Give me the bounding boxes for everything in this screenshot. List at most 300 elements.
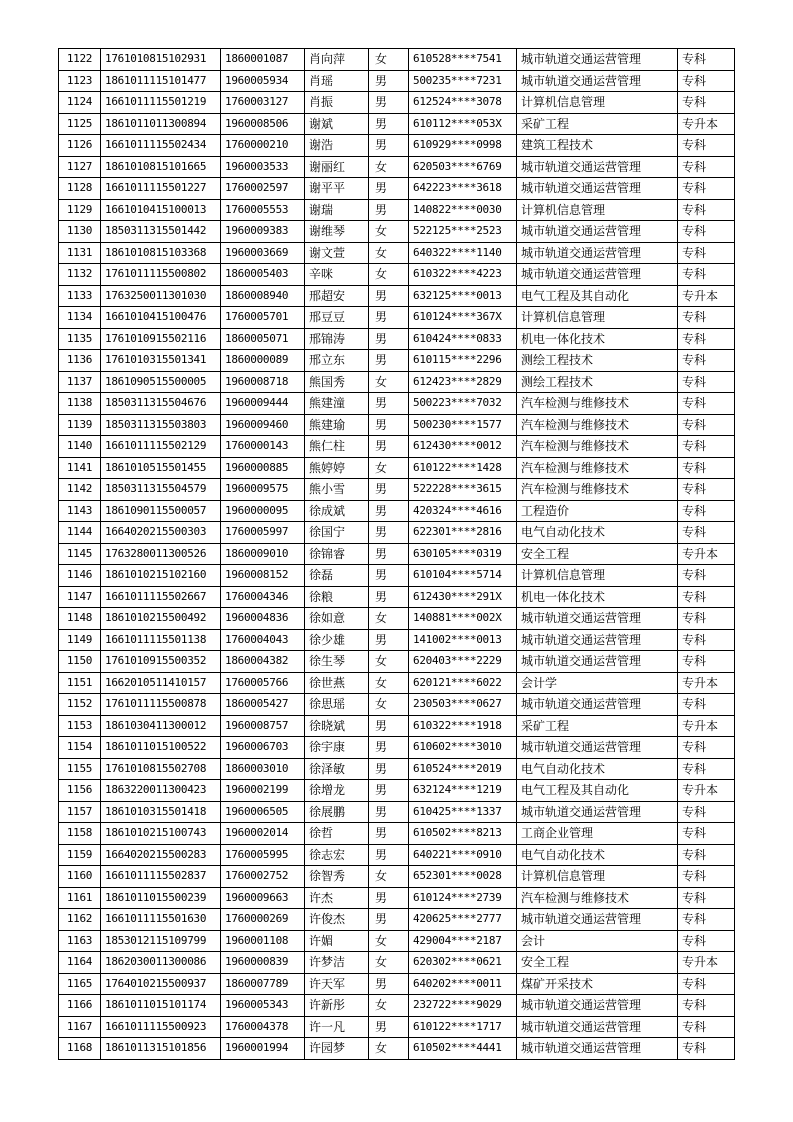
id-card-cell: 522228****3615 <box>409 479 517 501</box>
row-number-cell: 1130 <box>59 221 101 243</box>
name-cell: 许媚 <box>305 930 369 952</box>
name-cell: 谢斌 <box>305 113 369 135</box>
row-number-cell: 1129 <box>59 199 101 221</box>
id-card-cell: 622301****2816 <box>409 522 517 544</box>
level-cell: 专科 <box>678 694 735 716</box>
row-number-cell: 1145 <box>59 543 101 565</box>
level-cell: 专科 <box>678 328 735 350</box>
student-id-cell: 1960009663 <box>221 887 305 909</box>
table-row <box>59 285 735 307</box>
id-card-cell: 610425****1337 <box>409 801 517 823</box>
table-row <box>59 500 735 522</box>
student-id-cell: 1960008718 <box>221 371 305 393</box>
name-cell: 邢豆豆 <box>305 307 369 329</box>
row-number-cell: 1153 <box>59 715 101 737</box>
id-card-cell: 610122****1428 <box>409 457 517 479</box>
level-cell: 专科 <box>678 92 735 114</box>
name-cell: 徐磊 <box>305 565 369 587</box>
gender-cell: 男 <box>369 436 409 458</box>
level-cell: 专科 <box>678 393 735 415</box>
table-row <box>59 199 735 221</box>
name-cell: 徐成斌 <box>305 500 369 522</box>
major-cell: 机电一体化技术 <box>517 586 678 608</box>
level-cell: 专科 <box>678 135 735 157</box>
name-cell: 辛咪 <box>305 264 369 286</box>
table-row <box>59 307 735 329</box>
id-card-cell: 642223****3618 <box>409 178 517 200</box>
table-row <box>59 436 735 458</box>
student-id-cell: 1760005553 <box>221 199 305 221</box>
gender-cell: 男 <box>369 737 409 759</box>
name-cell: 许一凡 <box>305 1016 369 1038</box>
gender-cell: 男 <box>369 629 409 651</box>
id-card-cell: 500223****7032 <box>409 393 517 415</box>
id-card-cell: 632125****0013 <box>409 285 517 307</box>
table-row <box>59 565 735 587</box>
gender-cell: 男 <box>369 780 409 802</box>
student-id-cell: 1760005997 <box>221 522 305 544</box>
table-row <box>59 844 735 866</box>
row-number-cell: 1144 <box>59 522 101 544</box>
id-card-cell: 640221****0910 <box>409 844 517 866</box>
level-cell: 专科 <box>678 866 735 888</box>
major-cell: 城市轨道交通运营管理 <box>517 49 678 71</box>
exam-number-cell: 1661011115500923 <box>101 1016 221 1038</box>
row-number-cell: 1139 <box>59 414 101 436</box>
table-row <box>59 479 735 501</box>
id-card-cell: 632124****1219 <box>409 780 517 802</box>
exam-number-cell: 1661011115502837 <box>101 866 221 888</box>
gender-cell: 女 <box>369 221 409 243</box>
id-card-cell: 232722****9029 <box>409 995 517 1017</box>
gender-cell: 男 <box>369 479 409 501</box>
major-cell: 建筑工程技术 <box>517 135 678 157</box>
table-row <box>59 242 735 264</box>
row-number-cell: 1132 <box>59 264 101 286</box>
id-card-cell: 610104****5714 <box>409 565 517 587</box>
student-id-cell: 1860009010 <box>221 543 305 565</box>
exam-number-cell: 1861011315101856 <box>101 1038 221 1060</box>
student-id-cell: 1760005766 <box>221 672 305 694</box>
gender-cell: 女 <box>369 49 409 71</box>
level-cell: 专科 <box>678 49 735 71</box>
row-number-cell: 1162 <box>59 909 101 931</box>
major-cell: 电气工程及其自动化 <box>517 780 678 802</box>
major-cell: 计算机信息管理 <box>517 199 678 221</box>
gender-cell: 男 <box>369 801 409 823</box>
row-number-cell: 1156 <box>59 780 101 802</box>
name-cell: 谢维琴 <box>305 221 369 243</box>
gender-cell: 女 <box>369 930 409 952</box>
level-cell: 专科 <box>678 758 735 780</box>
student-id-cell: 1760002597 <box>221 178 305 200</box>
id-card-cell: 140881****002X <box>409 608 517 630</box>
table-row <box>59 49 735 71</box>
major-cell: 电气工程及其自动化 <box>517 285 678 307</box>
row-number-cell: 1163 <box>59 930 101 952</box>
exam-number-cell: 1761010315501341 <box>101 350 221 372</box>
level-cell: 专科 <box>678 242 735 264</box>
name-cell: 谢浩 <box>305 135 369 157</box>
row-number-cell: 1150 <box>59 651 101 673</box>
table-row <box>59 780 735 802</box>
exam-number-cell: 1761010815102931 <box>101 49 221 71</box>
exam-number-cell: 1761010915502116 <box>101 328 221 350</box>
level-cell: 专升本 <box>678 715 735 737</box>
student-id-cell: 1960000885 <box>221 457 305 479</box>
row-number-cell: 1161 <box>59 887 101 909</box>
student-id-cell: 1960000095 <box>221 500 305 522</box>
exam-number-cell: 1861011115101477 <box>101 70 221 92</box>
id-card-cell: 610929****0998 <box>409 135 517 157</box>
table-row <box>59 522 735 544</box>
major-cell: 城市轨道交通运营管理 <box>517 629 678 651</box>
gender-cell: 女 <box>369 242 409 264</box>
major-cell: 城市轨道交通运营管理 <box>517 156 678 178</box>
exam-number-cell: 1861090115500057 <box>101 500 221 522</box>
major-cell: 汽车检测与维修技术 <box>517 457 678 479</box>
gender-cell: 男 <box>369 715 409 737</box>
exam-number-cell: 1763280011300526 <box>101 543 221 565</box>
id-card-cell: 620503****6769 <box>409 156 517 178</box>
table-row <box>59 758 735 780</box>
student-id-cell: 1960008506 <box>221 113 305 135</box>
name-cell: 徐泽敏 <box>305 758 369 780</box>
row-number-cell: 1159 <box>59 844 101 866</box>
id-card-cell: 620403****2229 <box>409 651 517 673</box>
exam-number-cell: 1761010815502708 <box>101 758 221 780</box>
level-cell: 专升本 <box>678 952 735 974</box>
roster-body <box>59 49 735 1060</box>
table-row <box>59 1016 735 1038</box>
table-row <box>59 801 735 823</box>
exam-number-cell: 1853012115109799 <box>101 930 221 952</box>
id-card-cell: 610112****053X <box>409 113 517 135</box>
name-cell: 熊建瑜 <box>305 414 369 436</box>
name-cell: 许园梦 <box>305 1038 369 1060</box>
gender-cell: 男 <box>369 135 409 157</box>
table-row <box>59 371 735 393</box>
major-cell: 计算机信息管理 <box>517 92 678 114</box>
name-cell: 徐晓斌 <box>305 715 369 737</box>
gender-cell: 男 <box>369 844 409 866</box>
student-id-cell: 1960002199 <box>221 780 305 802</box>
gender-cell: 男 <box>369 500 409 522</box>
name-cell: 徐展鹏 <box>305 801 369 823</box>
major-cell: 采矿工程 <box>517 113 678 135</box>
gender-cell: 女 <box>369 1038 409 1060</box>
row-number-cell: 1160 <box>59 866 101 888</box>
exam-number-cell: 1861090515500005 <box>101 371 221 393</box>
table-row <box>59 178 735 200</box>
name-cell: 徐国宁 <box>305 522 369 544</box>
gender-cell: 男 <box>369 92 409 114</box>
row-number-cell: 1165 <box>59 973 101 995</box>
level-cell: 专科 <box>678 1038 735 1060</box>
level-cell: 专科 <box>678 178 735 200</box>
id-card-cell: 612524****3078 <box>409 92 517 114</box>
gender-cell: 男 <box>369 586 409 608</box>
gender-cell: 男 <box>369 328 409 350</box>
name-cell: 徐少雄 <box>305 629 369 651</box>
major-cell: 测绘工程技术 <box>517 371 678 393</box>
gender-cell: 男 <box>369 199 409 221</box>
level-cell: 专升本 <box>678 285 735 307</box>
id-card-cell: 140822****0030 <box>409 199 517 221</box>
level-cell: 专科 <box>678 522 735 544</box>
gender-cell: 男 <box>369 543 409 565</box>
row-number-cell: 1128 <box>59 178 101 200</box>
level-cell: 专科 <box>678 436 735 458</box>
table-row <box>59 715 735 737</box>
id-card-cell: 610502****4441 <box>409 1038 517 1060</box>
name-cell: 许梦洁 <box>305 952 369 974</box>
name-cell: 谢丽红 <box>305 156 369 178</box>
table-row <box>59 543 735 565</box>
major-cell: 计算机信息管理 <box>517 307 678 329</box>
student-id-cell: 1960006703 <box>221 737 305 759</box>
student-id-cell: 1860001087 <box>221 49 305 71</box>
student-id-cell: 1860008940 <box>221 285 305 307</box>
id-card-cell: 620302****0621 <box>409 952 517 974</box>
table-row <box>59 457 735 479</box>
gender-cell: 男 <box>369 973 409 995</box>
id-card-cell: 429004****2187 <box>409 930 517 952</box>
student-id-cell: 1960001108 <box>221 930 305 952</box>
name-cell: 肖振 <box>305 92 369 114</box>
table-row <box>59 92 735 114</box>
id-card-cell: 620121****6022 <box>409 672 517 694</box>
exam-number-cell: 1661010415100013 <box>101 199 221 221</box>
row-number-cell: 1158 <box>59 823 101 845</box>
major-cell: 机电一体化技术 <box>517 328 678 350</box>
id-card-cell: 420324****4616 <box>409 500 517 522</box>
row-number-cell: 1127 <box>59 156 101 178</box>
id-card-cell: 610322****1918 <box>409 715 517 737</box>
major-cell: 城市轨道交通运营管理 <box>517 909 678 931</box>
gender-cell: 男 <box>369 758 409 780</box>
major-cell: 城市轨道交通运营管理 <box>517 995 678 1017</box>
major-cell: 城市轨道交通运营管理 <box>517 1016 678 1038</box>
table-row <box>59 135 735 157</box>
level-cell: 专科 <box>678 1016 735 1038</box>
major-cell: 汽车检测与维修技术 <box>517 393 678 415</box>
level-cell: 专科 <box>678 995 735 1017</box>
major-cell: 城市轨道交通运营管理 <box>517 608 678 630</box>
major-cell: 煤矿开采技术 <box>517 973 678 995</box>
major-cell: 城市轨道交通运营管理 <box>517 242 678 264</box>
exam-number-cell: 1861010215102160 <box>101 565 221 587</box>
row-number-cell: 1148 <box>59 608 101 630</box>
gender-cell: 女 <box>369 672 409 694</box>
exam-number-cell: 1862030011300086 <box>101 952 221 974</box>
row-number-cell: 1135 <box>59 328 101 350</box>
student-id-cell: 1760004346 <box>221 586 305 608</box>
gender-cell: 男 <box>369 285 409 307</box>
exam-number-cell: 1764010215500937 <box>101 973 221 995</box>
name-cell: 许新彤 <box>305 995 369 1017</box>
exam-number-cell: 1861010315501418 <box>101 801 221 823</box>
exam-number-cell: 1850311315504579 <box>101 479 221 501</box>
major-cell: 汽车检测与维修技术 <box>517 414 678 436</box>
id-card-cell: 612423****2829 <box>409 371 517 393</box>
level-cell: 专升本 <box>678 543 735 565</box>
level-cell: 专升本 <box>678 113 735 135</box>
name-cell: 肖向萍 <box>305 49 369 71</box>
row-number-cell: 1138 <box>59 393 101 415</box>
row-number-cell: 1154 <box>59 737 101 759</box>
name-cell: 徐锦睿 <box>305 543 369 565</box>
student-id-cell: 1860003010 <box>221 758 305 780</box>
student-id-cell: 1960001994 <box>221 1038 305 1060</box>
table-row <box>59 113 735 135</box>
major-cell: 汽车检测与维修技术 <box>517 436 678 458</box>
student-id-cell: 1860005403 <box>221 264 305 286</box>
name-cell: 徐如意 <box>305 608 369 630</box>
student-id-cell: 1760004378 <box>221 1016 305 1038</box>
exam-number-cell: 1850311315504676 <box>101 393 221 415</box>
name-cell: 许俊杰 <box>305 909 369 931</box>
name-cell: 徐增龙 <box>305 780 369 802</box>
level-cell: 专升本 <box>678 780 735 802</box>
gender-cell: 女 <box>369 156 409 178</box>
exam-number-cell: 1661010415100476 <box>101 307 221 329</box>
gender-cell: 男 <box>369 350 409 372</box>
row-number-cell: 1166 <box>59 995 101 1017</box>
major-cell: 城市轨道交通运营管理 <box>517 801 678 823</box>
gender-cell: 男 <box>369 823 409 845</box>
level-cell: 专科 <box>678 887 735 909</box>
student-id-cell: 1860007789 <box>221 973 305 995</box>
gender-cell: 女 <box>369 995 409 1017</box>
id-card-cell: 420625****2777 <box>409 909 517 931</box>
level-cell: 专科 <box>678 307 735 329</box>
id-card-cell: 500235****7231 <box>409 70 517 92</box>
student-id-cell: 1960006505 <box>221 801 305 823</box>
level-cell: 专科 <box>678 156 735 178</box>
table-row <box>59 973 735 995</box>
id-card-cell: 612430****291X <box>409 586 517 608</box>
row-number-cell: 1136 <box>59 350 101 372</box>
exam-number-cell: 1850311315501442 <box>101 221 221 243</box>
row-number-cell: 1125 <box>59 113 101 135</box>
gender-cell: 男 <box>369 414 409 436</box>
level-cell: 专科 <box>678 629 735 651</box>
id-card-cell: 610524****2019 <box>409 758 517 780</box>
id-card-cell: 500230****1577 <box>409 414 517 436</box>
major-cell: 安全工程 <box>517 952 678 974</box>
level-cell: 专科 <box>678 221 735 243</box>
exam-number-cell: 1861010515501455 <box>101 457 221 479</box>
row-number-cell: 1133 <box>59 285 101 307</box>
name-cell: 徐思瑶 <box>305 694 369 716</box>
row-number-cell: 1124 <box>59 92 101 114</box>
gender-cell: 男 <box>369 393 409 415</box>
table-row <box>59 70 735 92</box>
level-cell: 专科 <box>678 414 735 436</box>
name-cell: 熊建潼 <box>305 393 369 415</box>
table-row <box>59 995 735 1017</box>
row-number-cell: 1147 <box>59 586 101 608</box>
student-id-cell: 1960009383 <box>221 221 305 243</box>
gender-cell: 女 <box>369 952 409 974</box>
table-row <box>59 156 735 178</box>
gender-cell: 男 <box>369 1016 409 1038</box>
id-card-cell: 610528****7541 <box>409 49 517 71</box>
level-cell: 专科 <box>678 930 735 952</box>
id-card-cell: 640322****1140 <box>409 242 517 264</box>
gender-cell: 女 <box>369 608 409 630</box>
row-number-cell: 1164 <box>59 952 101 974</box>
exam-number-cell: 1661011115502434 <box>101 135 221 157</box>
id-card-cell: 230503****0627 <box>409 694 517 716</box>
row-number-cell: 1126 <box>59 135 101 157</box>
name-cell: 谢瑞 <box>305 199 369 221</box>
id-card-cell: 610115****2296 <box>409 350 517 372</box>
student-id-cell: 1760000143 <box>221 436 305 458</box>
student-id-cell: 1760003127 <box>221 92 305 114</box>
row-number-cell: 1142 <box>59 479 101 501</box>
id-card-cell: 610424****0833 <box>409 328 517 350</box>
gender-cell: 女 <box>369 866 409 888</box>
name-cell: 徐生琴 <box>305 651 369 673</box>
exam-number-cell: 1863220011300423 <box>101 780 221 802</box>
gender-cell: 男 <box>369 565 409 587</box>
student-id-cell: 1960008757 <box>221 715 305 737</box>
level-cell: 专科 <box>678 500 735 522</box>
row-number-cell: 1137 <box>59 371 101 393</box>
major-cell: 会计 <box>517 930 678 952</box>
level-cell: 专科 <box>678 371 735 393</box>
row-number-cell: 1146 <box>59 565 101 587</box>
gender-cell: 女 <box>369 371 409 393</box>
student-id-cell: 1960009444 <box>221 393 305 415</box>
student-id-cell: 1960009460 <box>221 414 305 436</box>
table-row <box>59 608 735 630</box>
id-card-cell: 610124****367X <box>409 307 517 329</box>
name-cell: 许杰 <box>305 887 369 909</box>
table-row <box>59 328 735 350</box>
name-cell: 熊婷婷 <box>305 457 369 479</box>
major-cell: 计算机信息管理 <box>517 565 678 587</box>
name-cell: 邢锦涛 <box>305 328 369 350</box>
row-number-cell: 1151 <box>59 672 101 694</box>
level-cell: 专科 <box>678 264 735 286</box>
student-id-cell: 1960008152 <box>221 565 305 587</box>
major-cell: 城市轨道交通运营管理 <box>517 264 678 286</box>
exam-number-cell: 1661011115501219 <box>101 92 221 114</box>
student-id-cell: 1960003669 <box>221 242 305 264</box>
row-number-cell: 1134 <box>59 307 101 329</box>
gender-cell: 男 <box>369 887 409 909</box>
level-cell: 专科 <box>678 586 735 608</box>
table-row <box>59 909 735 931</box>
table-row <box>59 264 735 286</box>
level-cell: 专科 <box>678 199 735 221</box>
exam-number-cell: 1661011115501138 <box>101 629 221 651</box>
level-cell: 专科 <box>678 823 735 845</box>
id-card-cell: 610502****8213 <box>409 823 517 845</box>
exam-number-cell: 1661011115501630 <box>101 909 221 931</box>
id-card-cell: 141002****0013 <box>409 629 517 651</box>
id-card-cell: 610122****1717 <box>409 1016 517 1038</box>
gender-cell: 女 <box>369 264 409 286</box>
name-cell: 徐哲 <box>305 823 369 845</box>
gender-cell: 男 <box>369 522 409 544</box>
gender-cell: 女 <box>369 651 409 673</box>
exam-number-cell: 1861011011300894 <box>101 113 221 135</box>
table-row <box>59 221 735 243</box>
